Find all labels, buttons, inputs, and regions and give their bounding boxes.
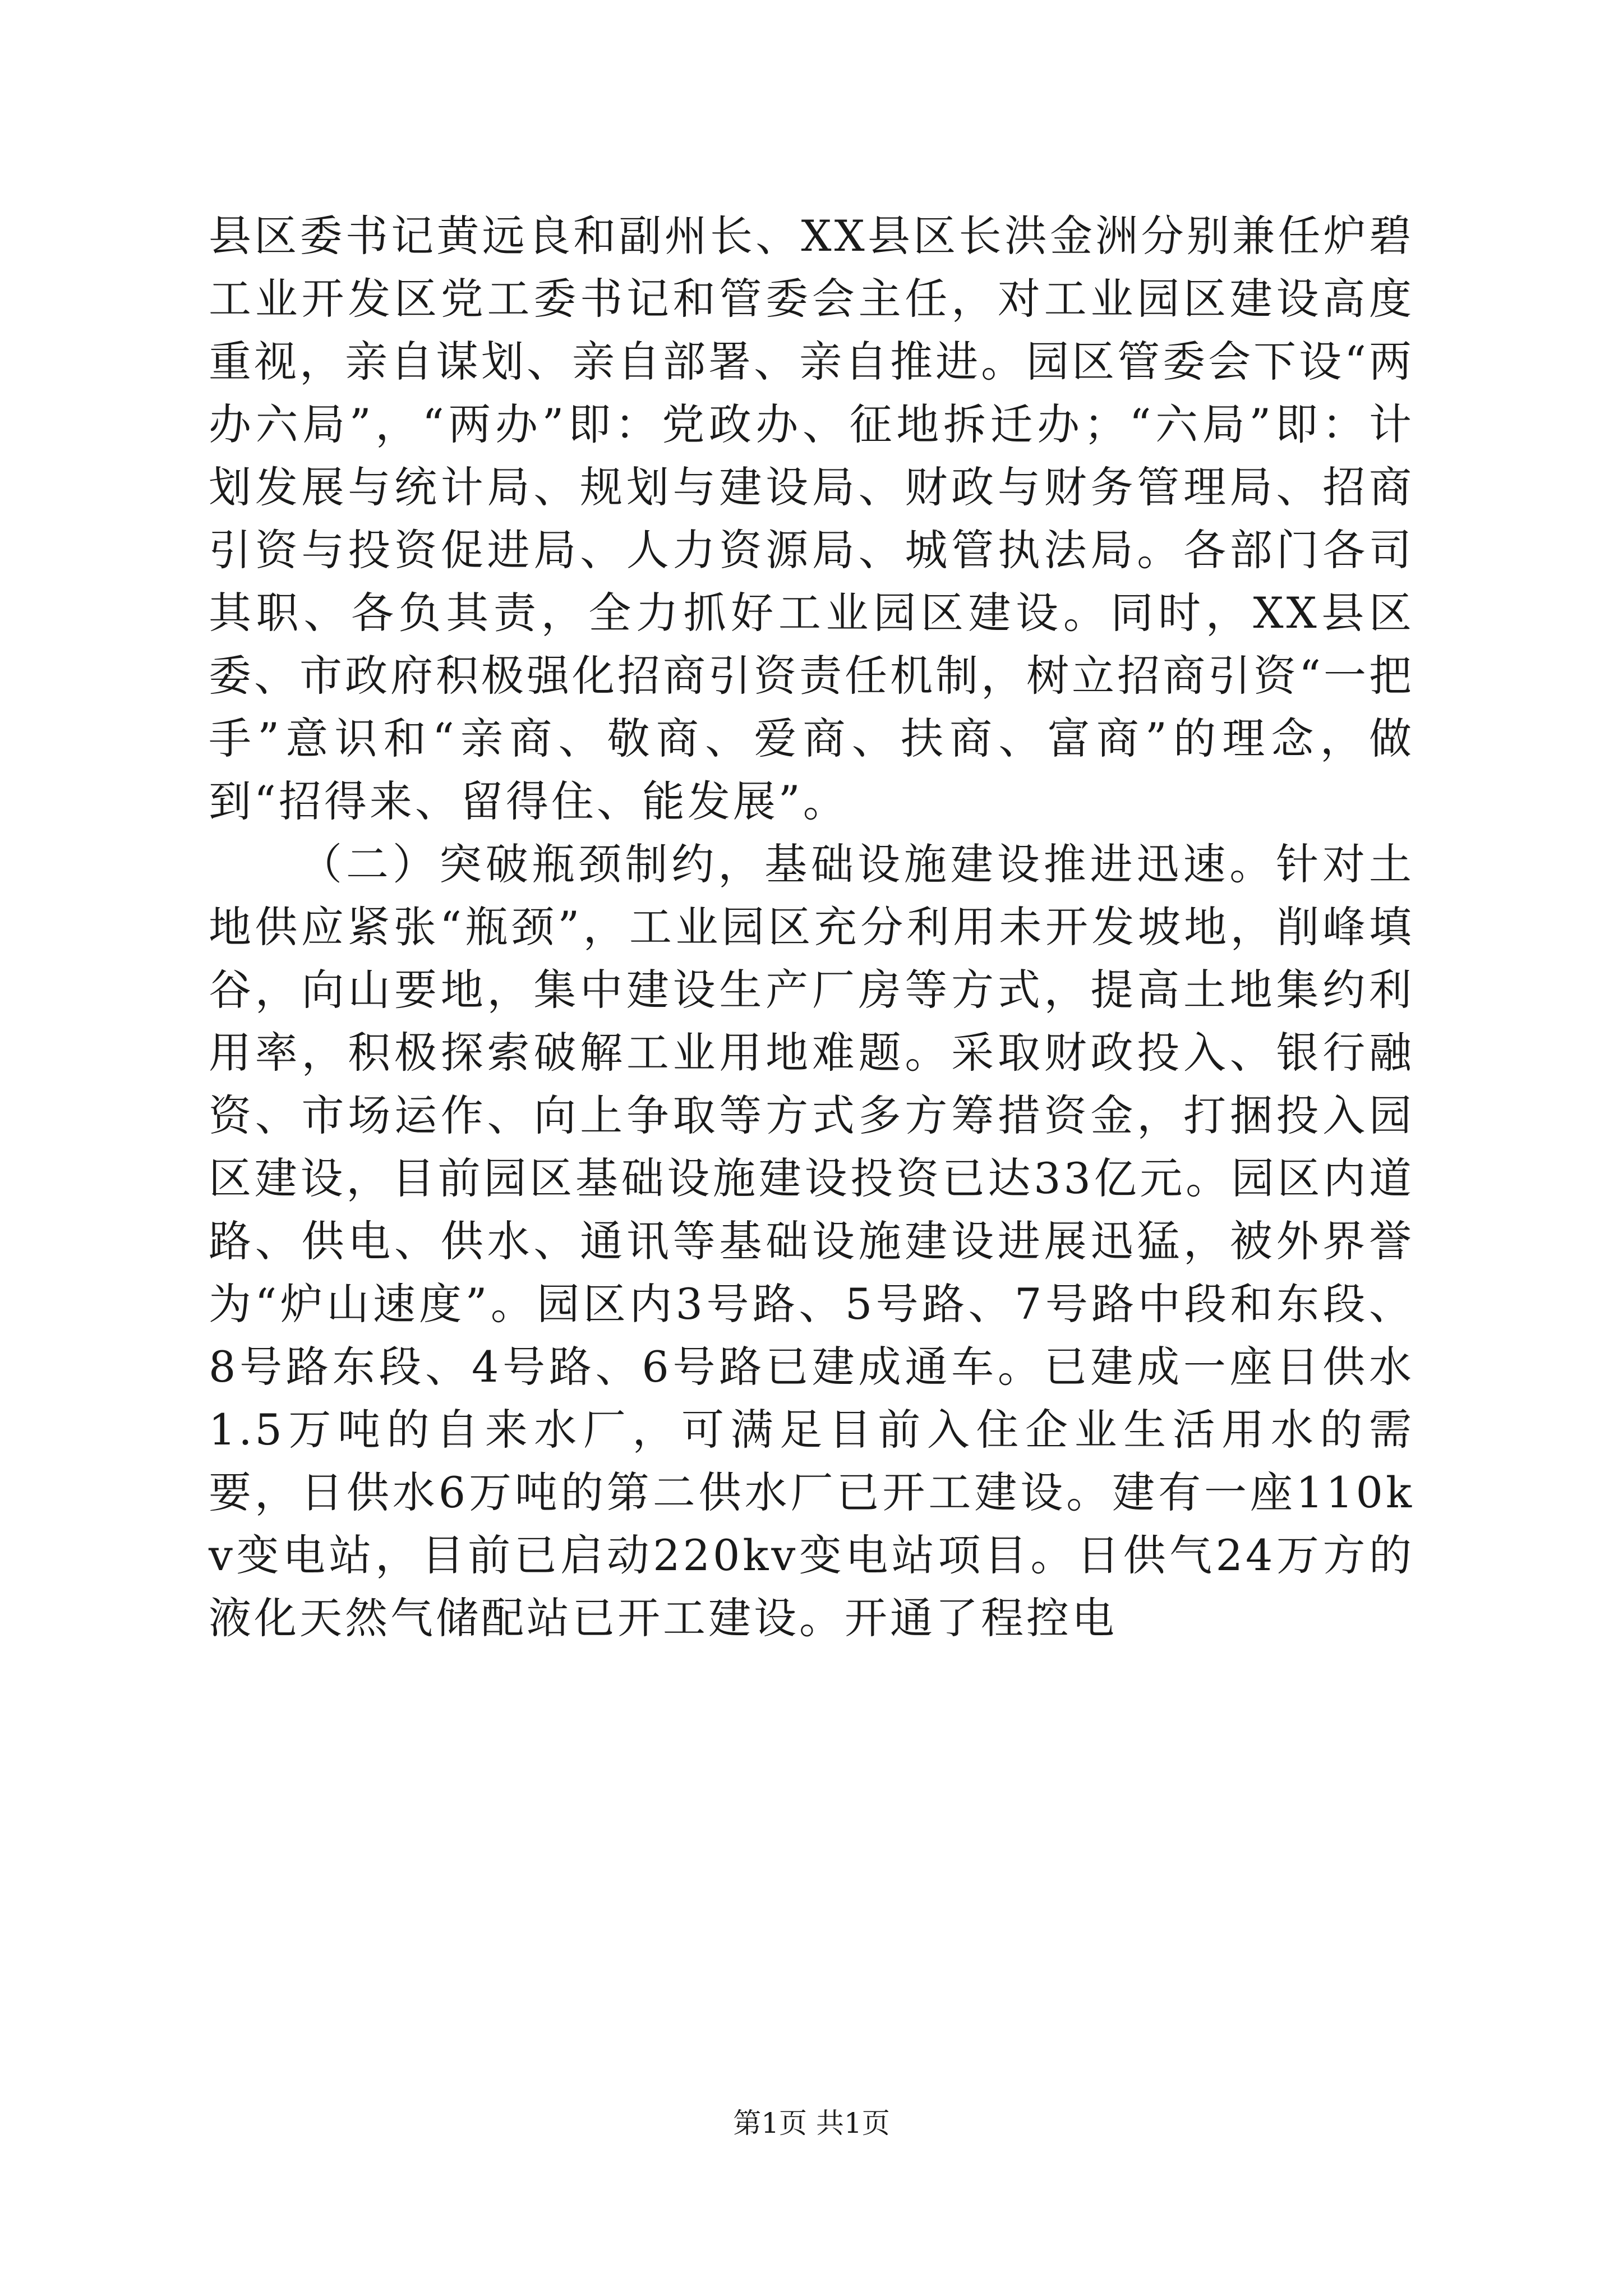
paragraph-continued: 县区委书记黄远良和副州长、XX县区长洪金洲分别兼任炉碧工业开发区党工委书记和管委会主任，对工业园区建设高度重视，亲自谋划、亲自部署、亲自推进。园区管委会下设“两办六局”，“两办”即：党政办、征地拆迁办；“六局”即：计划发展与统计局、规划与建设局、财政与财务管理局、招商引资与投资促进局、人力资源局、城管执法局。各部门各司其职、各负其责，全力抓好工业园区建设。同时，XX县区委、市政府积极强化招商引资责任机制，树立招商引资“一把手”意识和“亲商、敬商、爱商、扶商、富商”的理念，做到“招得来、留得住、能发展”。 [209, 211, 1414, 826]
document-body [209, 205, 1414, 1650]
page-number-footer: 第1页 共1页 [733, 2107, 890, 2139]
paragraph-section-2: （二）突破瓶颈制约，基础设施建设推进迅速。针对土地供应紧张“瓶颈”，工业园区充分利用未开发坡地，削峰填谷，向山要地，集中建设生产厂房等方式，提高土地集约利用率，积极探索破解工业用地难题。采取财政投入、银行融资、市场运作、向上争取等方式多方筹措资金，打捆投入园区建设，目前园区基础设施建设投资已达33亿元。园区内道路、供电、供水、通讯等基础设施建设进展迅猛，被外界誉为“炉山速度”。园区内3号路、5号路、7号路中段和东段、8号路东段、4号路、6号路已建成通车。已建成一座日供水1.5万吨的自来水厂，可满足目前入住企业生活用水的需要，日供水6万吨的第二供水厂已开工建设。建有一座110kv变电站，目前已启动220kv变电站项目。日供气24万方的液化天然气储配站已开工建设。开通了程控电 [209, 839, 1414, 1643]
